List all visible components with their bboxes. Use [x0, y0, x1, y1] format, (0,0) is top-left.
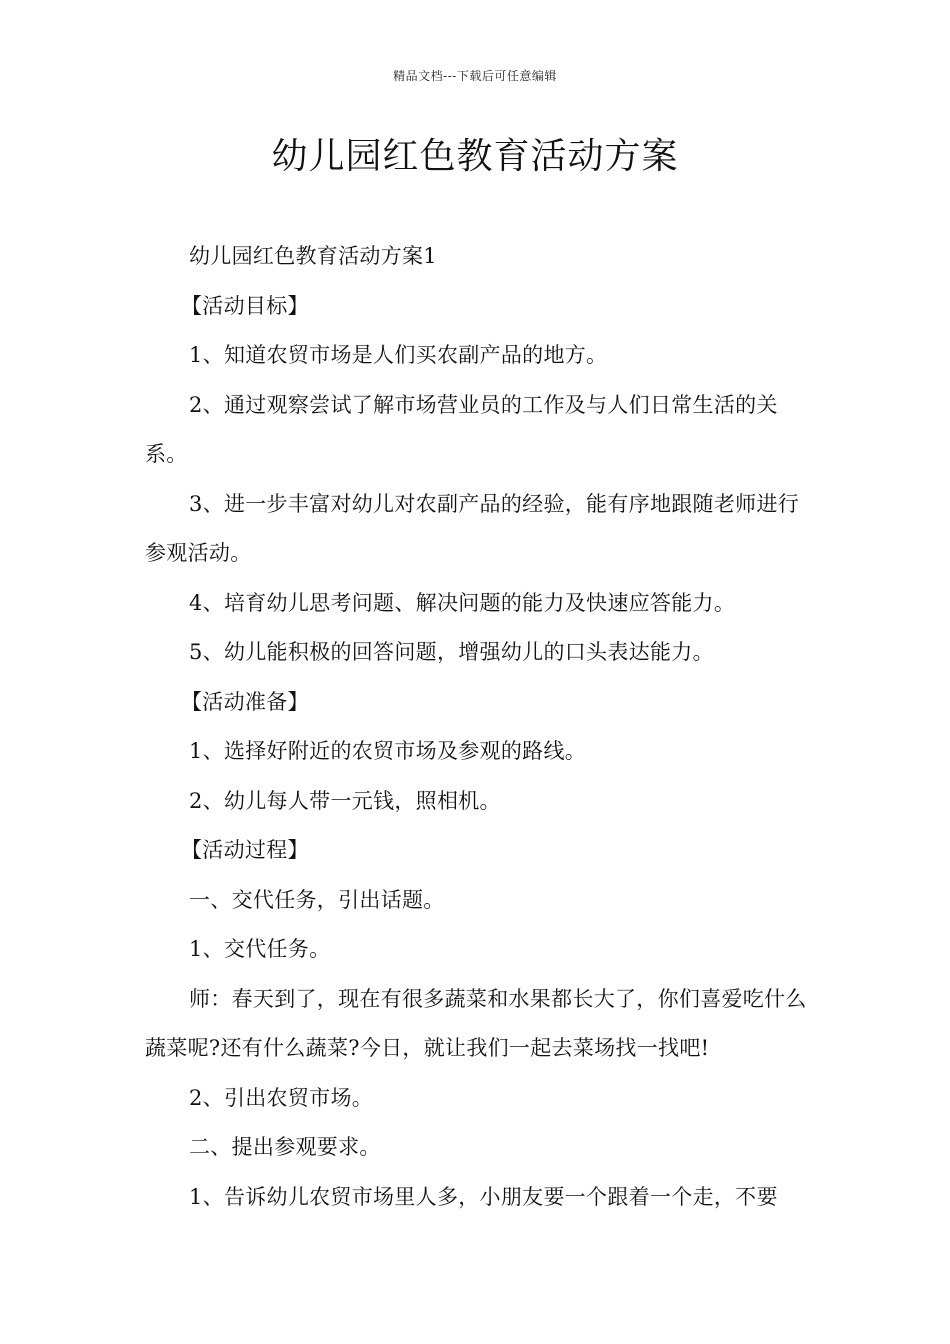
document-body: [145, 232, 807, 1222]
goal-heading: 【活动目标】: [181, 293, 309, 318]
process-step: 二、提出参观要求。: [189, 1135, 381, 1159]
prep-item: 2、幼儿每人带一元钱，照相机。: [189, 788, 501, 813]
goal-item: 4、培育幼儿思考问题、解决问题的能力及快速应答能力。: [189, 590, 736, 615]
process-substep: 2、引出农贸市场。: [189, 1085, 374, 1110]
prep-item: 1、选择好附近的农贸市场及参观的路线。: [189, 739, 587, 763]
goal-item: 5、幼儿能积极的回答问题，增强幼儿的口头表达能力。: [189, 640, 714, 664]
section-subtitle: 幼儿园红色教育活动方案1: [189, 244, 437, 268]
process-substep: 1、交代任务。: [189, 937, 331, 961]
prep-heading: 【活动准备】: [181, 689, 309, 714]
process-heading: 【活动过程】: [181, 838, 309, 862]
document-title: 幼儿园红色教育活动方案: [271, 136, 679, 177]
process-substep: 1、告诉幼儿农贸市场里人多，小朋友要一个跟着一个走，不要: [189, 1184, 778, 1209]
goal-item: 2、通过观察尝试了解市场营业员的工作及与人们日常生活的关系。: [145, 392, 778, 466]
goal-item: 3、进一步丰富对幼儿对农副产品的经验，能有序地跟随老师进行参观活动。: [145, 491, 800, 565]
teacher-dialogue: 师：春天到了，现在有很多蔬菜和水果都长大了，你们喜爱吃什么蔬菜呢?还有什么蔬菜?今日，就让我们一起去菜场找一找吧!: [145, 986, 807, 1060]
header-note: 精品文档---下载后可任意编辑: [393, 69, 557, 83]
goal-item: 1、知道农贸市场是人们买农副产品的地方。: [189, 343, 608, 367]
process-step: 一、交代任务，引出话题。: [189, 887, 445, 912]
